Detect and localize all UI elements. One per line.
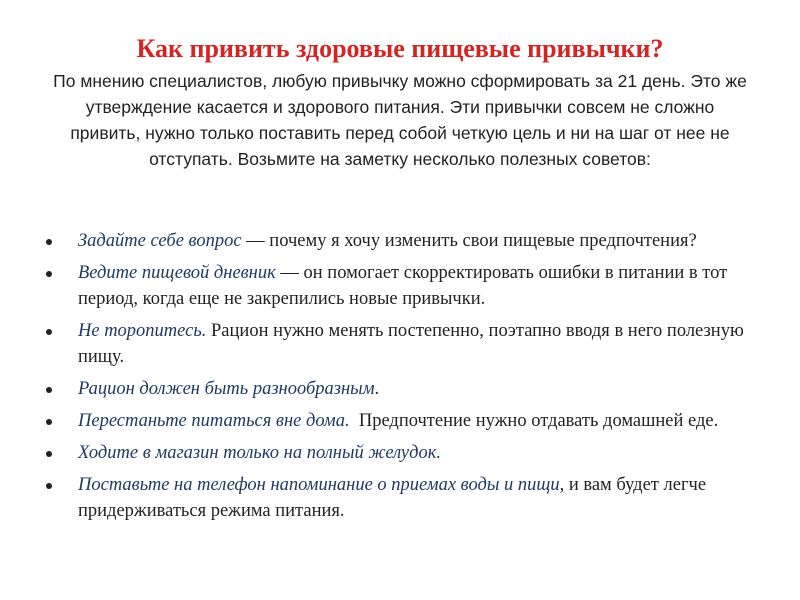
list-item bbox=[46, 472, 746, 524]
slide-title: Как привить здоровые пищевые привычки? bbox=[136, 34, 664, 63]
tip-text: Рацион нужно менять постепенно, поэтапно вводя в него полезную пищу. bbox=[78, 321, 744, 367]
list-item bbox=[46, 440, 746, 466]
bullet-icon bbox=[46, 387, 52, 393]
list-item bbox=[46, 260, 746, 312]
list-item bbox=[46, 408, 746, 434]
bullet-icon bbox=[46, 451, 52, 457]
bullet-icon bbox=[46, 271, 52, 277]
tip-text: — он помогает скорректировать ошибки в питании в тот период, когда еще не закрепились новые привычки. bbox=[78, 263, 728, 309]
tip-text: — почему я хочу изменить свои пищевые предпочтения? bbox=[241, 231, 697, 251]
bullet-icon bbox=[46, 329, 52, 335]
tips-list bbox=[46, 228, 746, 530]
list-item bbox=[46, 318, 746, 370]
tip-lead: Ведите пищевой дневник bbox=[78, 263, 276, 283]
tip-lead: Перестаньте питаться вне дома. bbox=[78, 411, 350, 431]
list-item bbox=[46, 228, 746, 254]
tip-text: , и вам будет легче придерживаться режима питания. bbox=[78, 475, 707, 521]
tip-lead: Ходите в магазин только на полный желудок. bbox=[78, 443, 441, 463]
tip-lead: Не торопитесь. bbox=[78, 321, 207, 341]
tip-lead: Задайте себе вопрос bbox=[78, 231, 242, 251]
tip-lead: Поставьте на телефон напоминание о приемах воды и пищи bbox=[78, 475, 560, 495]
intro-paragraph: По мнению специалистов, любую привычку можно сформировать за 21 день. Это же утверждение касается и здорового питания. Эти привычки совсем не сложно привить, нужно только поставить перед собой четкую цель и ни на шаг от нее не отступать. Возьмите на заметку несколько полезных советов: bbox=[53, 71, 747, 169]
bullet-icon bbox=[46, 419, 52, 425]
list-item bbox=[46, 376, 746, 402]
bullet-icon bbox=[46, 483, 52, 489]
tip-text: Предпочтение нужно отдавать домашней еде. bbox=[349, 411, 719, 431]
tip-text: . bbox=[374, 379, 380, 399]
tip-lead: Рацион должен быть разнообразным bbox=[78, 379, 375, 399]
bullet-icon bbox=[46, 239, 52, 245]
